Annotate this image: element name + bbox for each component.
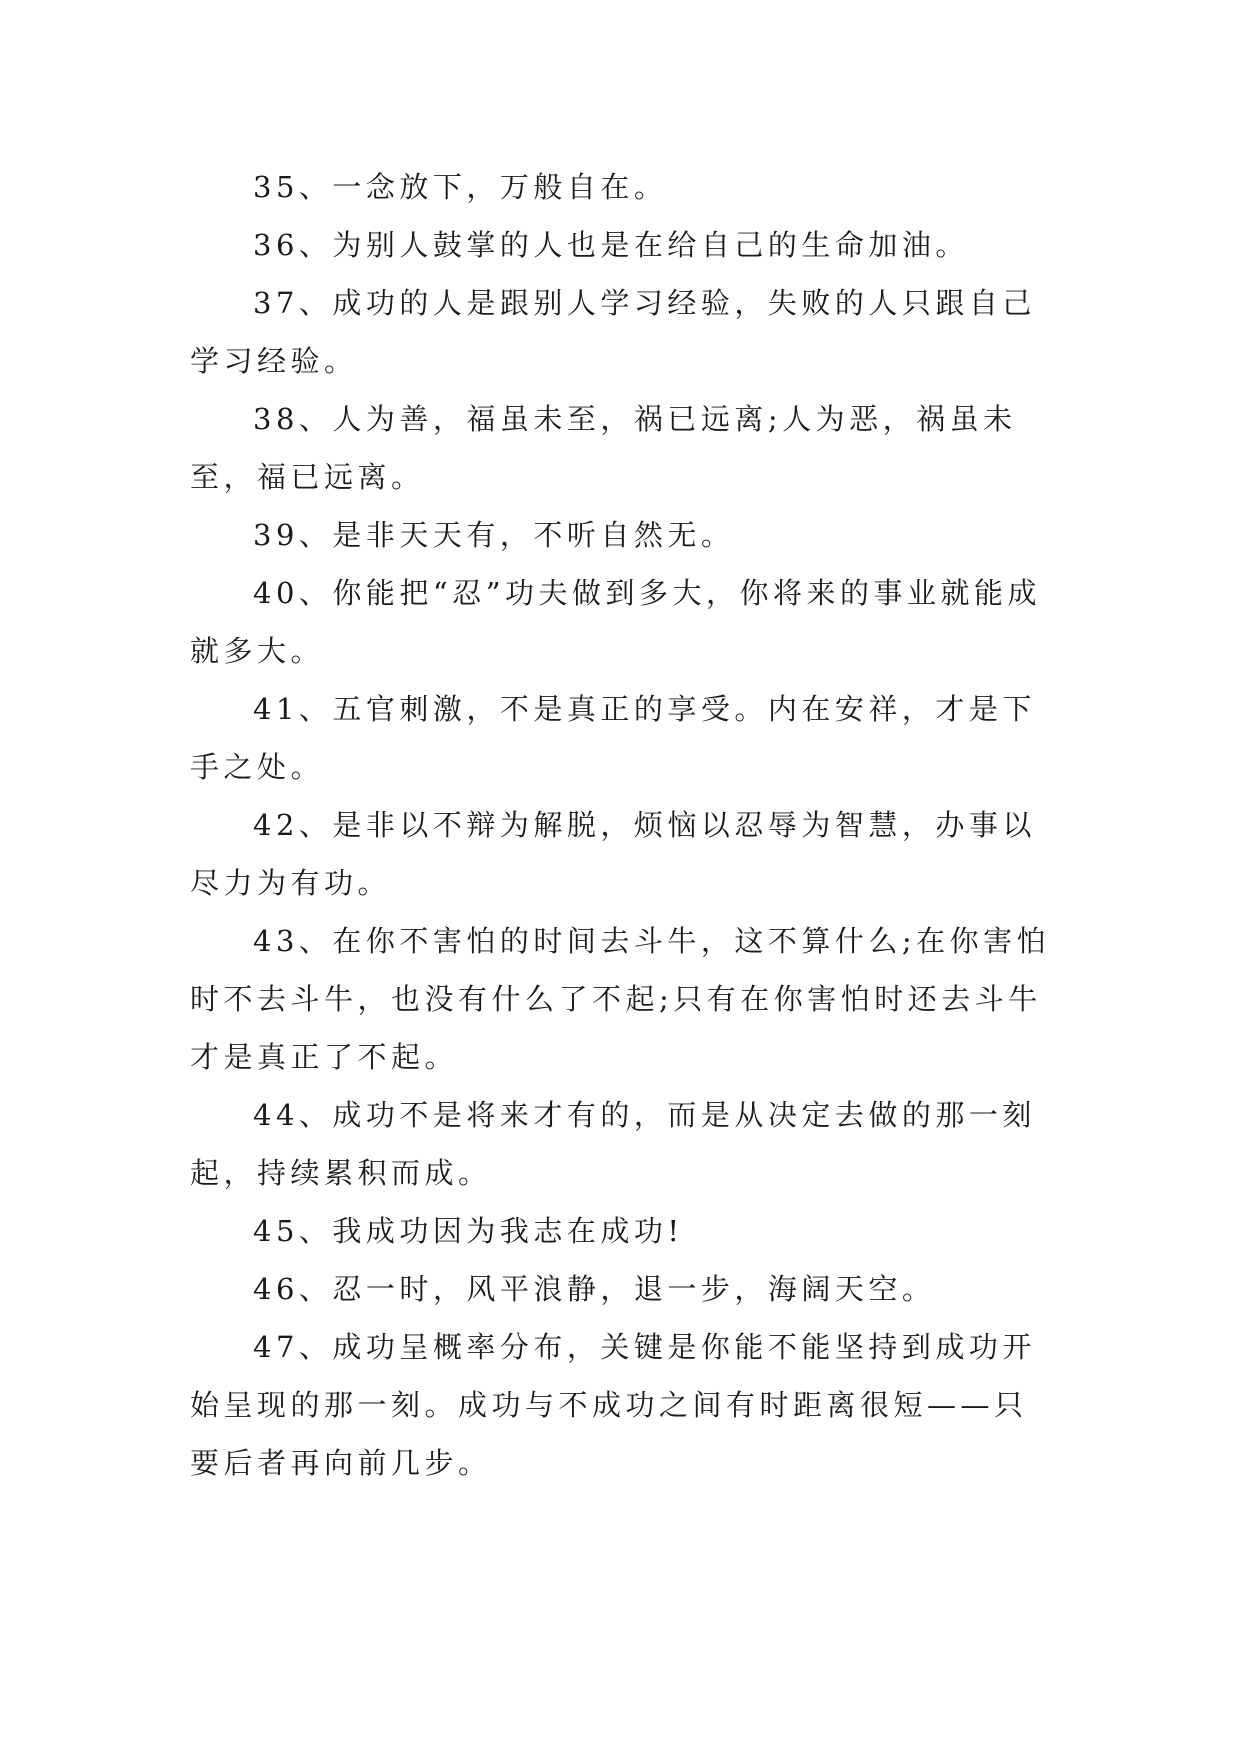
paragraph-41: 41、五官刺激，不是真正的享受。内在安祥，才是下手之处。 [190,692,1036,784]
paragraph-46: 46、忍一时，风平浪静，退一步，海阔天空。 [253,1272,936,1306]
paragraph-44: 44、成功不是将来才有的，而是从决定去做的那一刻起，持续累积而成。 [190,1098,1036,1190]
paragraph-38: 38、人为善，福虽未至，祸已远离;人为恶，祸虽未至，福已远离。 [190,402,1017,494]
paragraph-43: 43、在你不害怕的时间去斗牛，这不算什么;在你害怕时不去斗牛，也没有什么了不起;只有在你害怕时还去斗牛才是真正了不起。 [190,924,1051,1074]
paragraph-40: 40、你能把“忍”功夫做到多大，你将来的事业就能成就多大。 [190,576,1042,668]
paragraph-42: 42、是非以不辩为解脱，烦恼以忍辱为智慧，办事以尽力为有功。 [190,808,1036,900]
paragraph-39: 39、是非天天有，不听自然无。 [253,518,735,552]
paragraph-35: 35、一念放下，万般自在。 [253,170,668,204]
paragraph-47: 47、成功呈概率分布，关键是你能不能坚持到成功开始呈现的那一刻。成功与不成功之间有时距离很短——只要后者再向前几步。 [190,1330,1036,1480]
paragraph-37: 37、成功的人是跟别人学习经验，失败的人只跟自己学习经验。 [190,286,1036,378]
document-body [190,158,1060,1492]
paragraph-45: 45、我成功因为我志在成功! [253,1214,684,1248]
paragraph-36: 36、为别人鼓掌的人也是在给自己的生命加油。 [253,228,969,262]
